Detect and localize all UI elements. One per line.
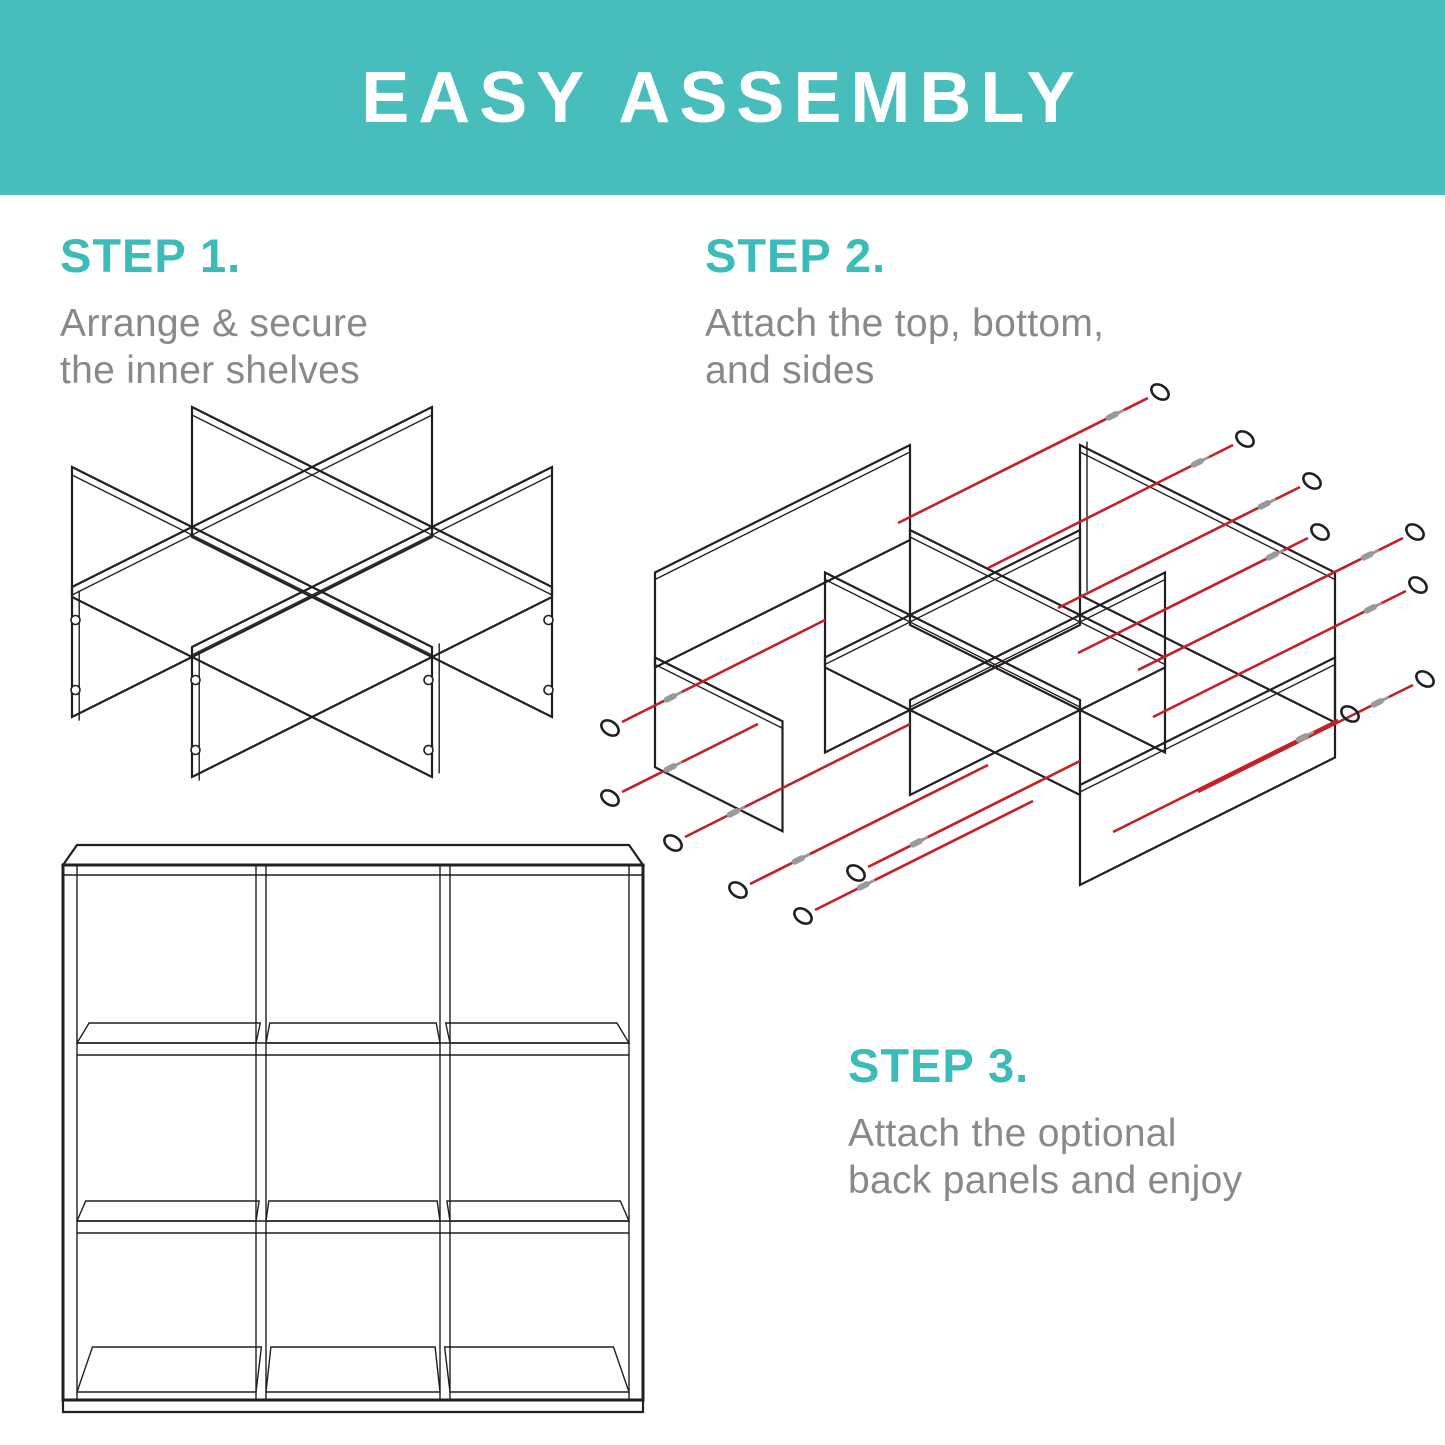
step2-label: STEP 2. bbox=[705, 229, 887, 282]
step3-desc-line2: back panels and enjoy bbox=[848, 1159, 1243, 1202]
cam-lock-holes bbox=[71, 616, 553, 755]
step3-description bbox=[848, 1110, 1242, 1204]
step1-description bbox=[60, 300, 368, 394]
step3-finished-unit-illustration bbox=[55, 840, 655, 1430]
step3-desc-line1: Attach the optional bbox=[848, 1112, 1177, 1155]
inner-shelf-grid bbox=[825, 530, 1165, 795]
step1-inner-shelves-illustration bbox=[62, 402, 562, 782]
step1-label: STEP 1. bbox=[60, 229, 242, 282]
step3-label: STEP 3. bbox=[848, 1039, 1030, 1092]
side-panel-large bbox=[1080, 442, 1335, 723]
step1-desc-line2: the inner shelves bbox=[60, 349, 360, 392]
header-banner bbox=[0, 0, 1445, 195]
step2-desc-line2: and sides bbox=[705, 349, 875, 392]
step2-exploded-assembly-illustration bbox=[588, 368, 1443, 928]
step2-desc-line1: Attach the top, bottom, bbox=[705, 302, 1105, 345]
step1-desc-line1: Arrange & secure bbox=[60, 302, 369, 345]
step1-text-block bbox=[60, 228, 368, 394]
step3-text-block bbox=[848, 1038, 1242, 1204]
inner-shelf-panels bbox=[72, 407, 552, 781]
page-title: EASY ASSEMBLY bbox=[361, 57, 1084, 138]
cube-organizer-drawing bbox=[63, 845, 643, 1412]
